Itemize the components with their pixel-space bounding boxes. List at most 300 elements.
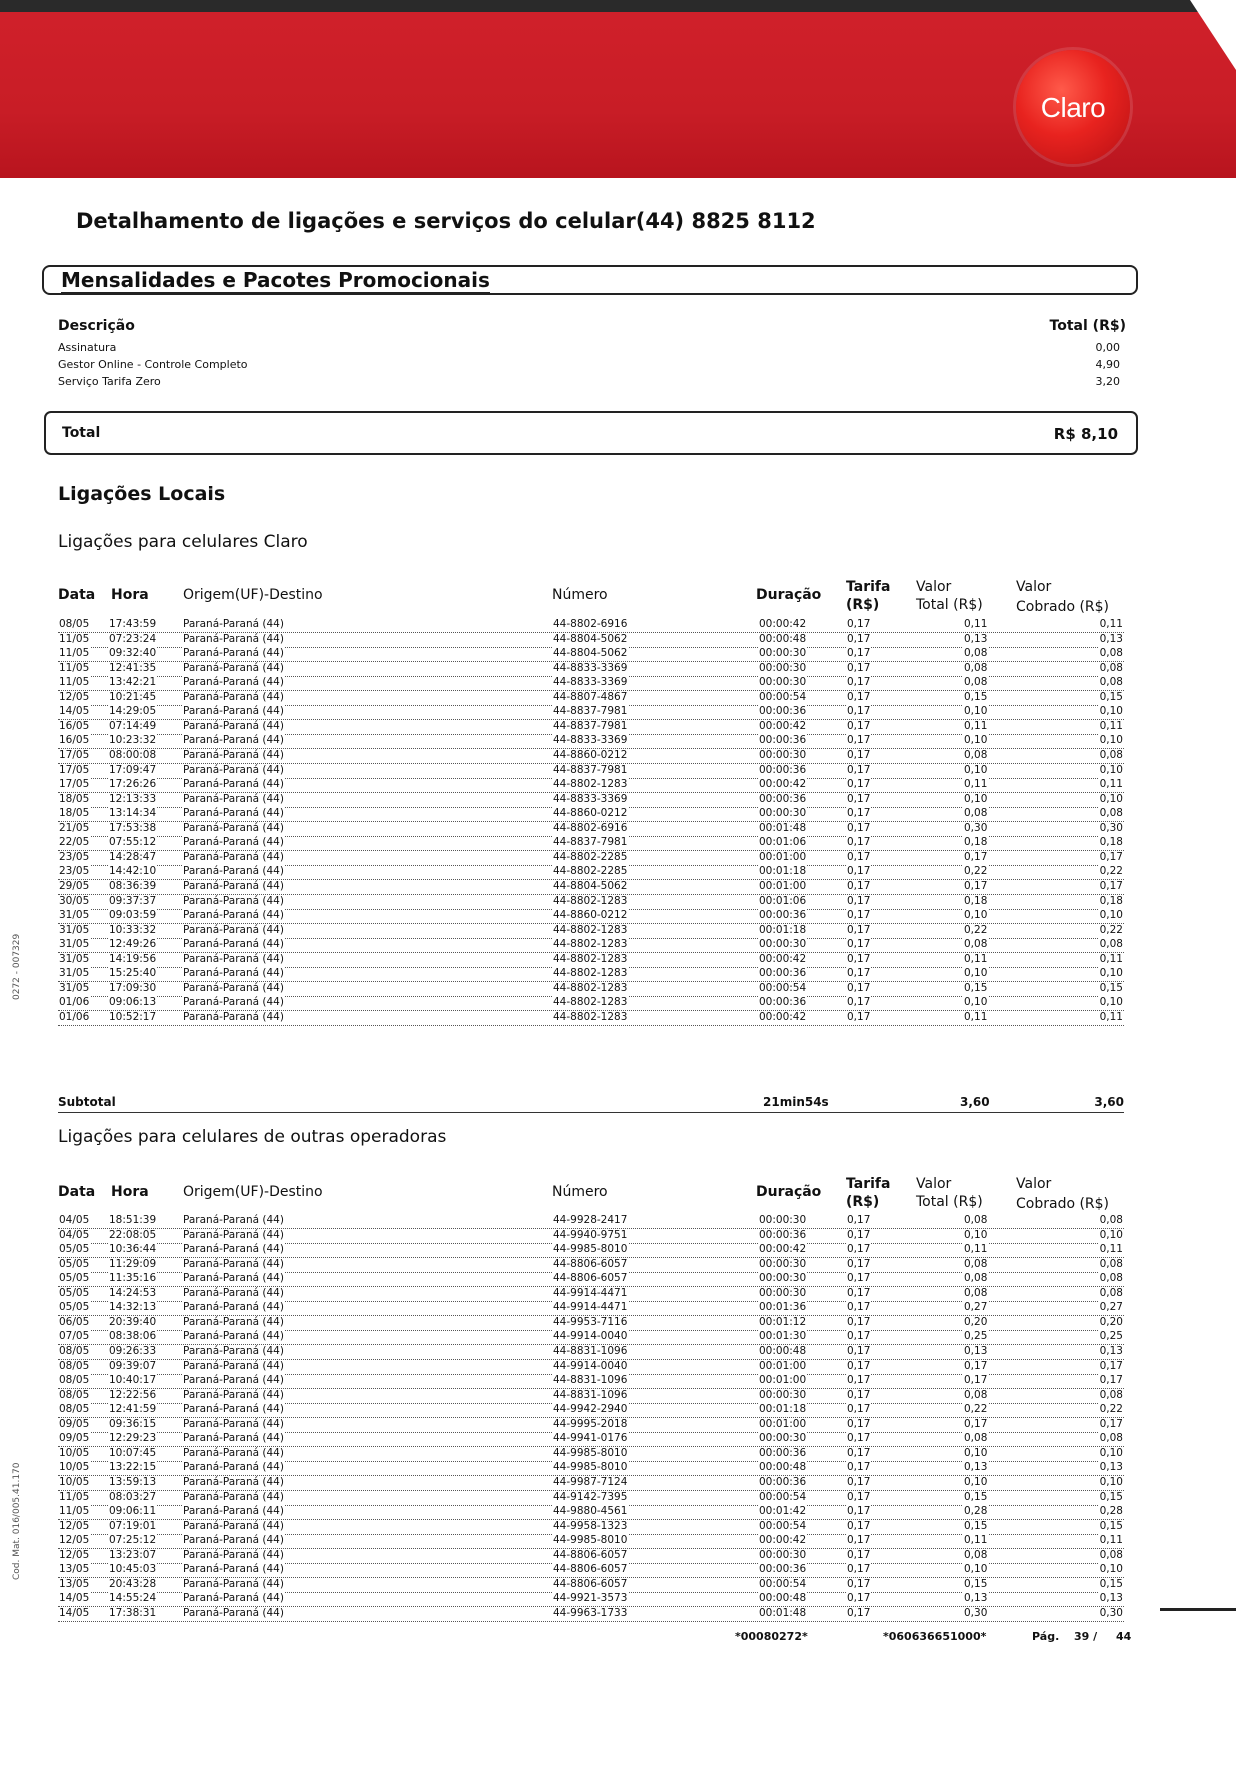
- cell-origem: Paraná-Paraná (44): [183, 749, 284, 761]
- cell-duracao: 00:00:30: [759, 807, 807, 820]
- table-row: [58, 1258, 1124, 1273]
- cell-numero: 44-8802-1283: [553, 778, 628, 790]
- cell-data: 16/05: [59, 719, 90, 732]
- cell-origem: Paraná-Paraná (44): [183, 923, 284, 936]
- header-origem: Origem(UF)-Destino: [183, 1184, 323, 1200]
- cell-data: 18/05: [59, 792, 90, 805]
- cell-hora: 14:24:53: [109, 1286, 157, 1299]
- cell-numero: 44-8802-1283: [553, 1010, 628, 1023]
- cell-origem: Paraná-Paraná (44): [183, 938, 284, 951]
- cell-numero: 44-9942-2940: [553, 1403, 628, 1416]
- side-code-top: 0272 - 007329: [12, 933, 22, 1000]
- cell-duracao: 00:01:06: [759, 894, 807, 907]
- cell-numero: 44-9985-8010: [553, 1243, 628, 1256]
- cell-hora: 08:36:39: [109, 879, 157, 892]
- cell-hora: 14:28:47: [109, 850, 157, 863]
- cell-origem: Paraná-Paraná (44): [183, 1359, 284, 1372]
- table-row: [58, 924, 1124, 939]
- cell-valor-cobrado: 0,08: [1099, 1272, 1123, 1285]
- table-row: [58, 1374, 1124, 1389]
- cell-duracao: 00:00:48: [759, 632, 807, 645]
- cell-origem: Paraná-Paraná (44): [183, 676, 284, 689]
- cell-numero: 44-8802-1283: [553, 952, 628, 965]
- cell-data: 05/05: [59, 1243, 90, 1256]
- cell-valor-cobrado: 0,17: [1099, 850, 1123, 863]
- cell-duracao: 00:01:48: [759, 1606, 807, 1619]
- cell-valor-cobrado: 0,17: [1099, 1417, 1123, 1430]
- cell-origem: Paraná-Paraná (44): [183, 952, 284, 965]
- cell-valor-total: 0,17: [964, 850, 988, 863]
- cell-data: 31/05: [59, 967, 90, 980]
- cell-duracao: 00:00:54: [759, 1490, 807, 1503]
- cell-numero: 44-8833-3369: [553, 661, 628, 674]
- cell-data: 10/05: [59, 1475, 90, 1488]
- table-row: [58, 720, 1124, 735]
- cell-valor-total: 0,13: [964, 1461, 988, 1474]
- cell-numero: 44-8802-1283: [553, 894, 628, 907]
- header-valor-total: Valor: [916, 579, 952, 595]
- table-row: [58, 1345, 1124, 1360]
- cell-numero: 44-9914-4471: [553, 1286, 628, 1299]
- cell-hora: 10:21:45: [109, 690, 157, 703]
- cell-data: 01/06: [59, 1010, 90, 1023]
- cell-data: 23/05: [59, 865, 90, 878]
- cell-valor-cobrado: 0,08: [1099, 676, 1123, 689]
- header-valor-total: Valor: [916, 1176, 952, 1192]
- cell-valor-cobrado: 0,28: [1099, 1505, 1123, 1517]
- cell-duracao: 00:00:42: [759, 618, 807, 630]
- cell-valor-cobrado: 0,08: [1099, 1257, 1123, 1270]
- cell-numero: 44-9985-8010: [553, 1446, 628, 1459]
- table-row: [58, 1229, 1124, 1244]
- cell-numero: 44-8804-5062: [553, 632, 628, 645]
- cell-origem: Paraná-Paraná (44): [183, 705, 284, 718]
- table-row: [58, 1418, 1124, 1433]
- cell-numero: 44-8837-7981: [553, 719, 628, 732]
- cell-tarifa: 0,17: [847, 632, 871, 645]
- cell-hora: 07:19:01: [109, 1519, 157, 1532]
- cell-hora: 10:40:17: [109, 1374, 157, 1386]
- cell-duracao: 00:00:30: [759, 661, 807, 674]
- cell-origem: Paraná-Paraná (44): [183, 1446, 284, 1459]
- cell-data: 31/05: [59, 923, 90, 936]
- cell-valor-cobrado: 0,10: [1099, 1563, 1123, 1576]
- cell-hora: 10:45:03: [109, 1563, 157, 1576]
- cell-valor-total: 0,13: [964, 1592, 988, 1605]
- table-row: [58, 749, 1124, 764]
- cell-duracao: 00:00:30: [759, 1286, 807, 1299]
- cell-origem: Paraná-Paraná (44): [183, 1301, 284, 1314]
- mensalidades-total-box: [44, 411, 1138, 455]
- cell-tarifa: 0,17: [847, 1446, 871, 1459]
- table-row: [58, 778, 1124, 793]
- header-numero: Número: [552, 587, 608, 603]
- cell-duracao: 00:00:36: [759, 1446, 807, 1459]
- cell-data: 07/05: [59, 1330, 90, 1343]
- cell-numero: 44-8860-0212: [553, 749, 628, 761]
- cell-origem: Paraná-Paraná (44): [183, 821, 284, 834]
- cell-tarifa: 0,17: [847, 792, 871, 805]
- cell-tarifa: 0,17: [847, 1214, 871, 1226]
- cell-data: 31/05: [59, 938, 90, 951]
- margin-mark: [1160, 1608, 1236, 1611]
- cell-tarifa: 0,17: [847, 865, 871, 878]
- cell-tarifa: 0,17: [847, 1490, 871, 1503]
- cell-numero: 44-8831-1096: [553, 1345, 628, 1357]
- cell-data: 14/05: [59, 1606, 90, 1619]
- table-row: [58, 1389, 1124, 1404]
- cell-tarifa: 0,17: [847, 778, 871, 790]
- cell-hora: 09:39:07: [109, 1359, 157, 1372]
- cell-valor-total: 0,15: [964, 981, 988, 994]
- cell-numero: 44-9914-0040: [553, 1330, 628, 1343]
- cell-data: 17/05: [59, 778, 90, 790]
- cell-tarifa: 0,17: [847, 879, 871, 892]
- mensalidade-value: 0,00: [1095, 341, 1120, 354]
- cell-valor-total: 0,08: [964, 749, 988, 761]
- cell-tarifa: 0,17: [847, 1505, 871, 1517]
- cell-hora: 14:19:56: [109, 952, 157, 965]
- cell-origem: Paraná-Paraná (44): [183, 618, 284, 630]
- cell-hora: 18:51:39: [109, 1214, 157, 1226]
- table-row: [58, 764, 1124, 779]
- cell-duracao: 00:00:36: [759, 1228, 807, 1241]
- table-row: [58, 880, 1124, 895]
- cell-origem: Paraná-Paraná (44): [183, 1243, 284, 1256]
- footer-code2: *060636651000*: [883, 1630, 987, 1643]
- cell-numero: 44-8806-6057: [553, 1563, 628, 1576]
- cell-tarifa: 0,17: [847, 894, 871, 907]
- table-row: [58, 1491, 1124, 1506]
- cell-numero: 44-8802-1283: [553, 967, 628, 980]
- cell-valor-cobrado: 0,08: [1099, 1388, 1123, 1401]
- cell-duracao: 00:00:36: [759, 763, 807, 776]
- table-row: [58, 647, 1124, 662]
- table-row: [58, 822, 1124, 837]
- footer-pages: 44: [1116, 1630, 1132, 1643]
- cell-data: 12/05: [59, 1548, 90, 1561]
- cell-valor-total: 0,10: [964, 996, 988, 1009]
- cell-valor-cobrado: 0,18: [1099, 894, 1123, 907]
- table-row: [58, 1330, 1124, 1345]
- cell-hora: 12:29:23: [109, 1432, 157, 1445]
- table-row: [58, 982, 1124, 997]
- mensalidade-desc: Serviço Tarifa Zero: [58, 375, 161, 388]
- cell-valor-cobrado: 0,25: [1099, 1330, 1123, 1343]
- cell-valor-cobrado: 0,30: [1099, 1606, 1123, 1619]
- header-tarifa-unit: (R$): [846, 597, 880, 613]
- cell-duracao: 00:00:30: [759, 1548, 807, 1561]
- cell-valor-cobrado: 0,10: [1099, 705, 1123, 718]
- cell-hora: 15:25:40: [109, 967, 157, 980]
- cell-data: 09/05: [59, 1432, 90, 1445]
- cell-numero: 44-9958-1323: [553, 1519, 628, 1532]
- table-row: [58, 865, 1124, 880]
- header-hora: Hora: [111, 587, 149, 603]
- cell-duracao: 00:00:36: [759, 1475, 807, 1488]
- cell-valor-cobrado: 0,22: [1099, 1403, 1123, 1416]
- cell-duracao: 00:01:48: [759, 821, 807, 834]
- cell-numero: 44-8860-0212: [553, 909, 628, 921]
- header-numero: Número: [552, 1184, 608, 1200]
- cell-tarifa: 0,17: [847, 1345, 871, 1357]
- cell-valor-cobrado: 0,17: [1099, 1374, 1123, 1386]
- cell-data: 18/05: [59, 807, 90, 820]
- cell-valor-cobrado: 0,10: [1099, 792, 1123, 805]
- table-row: [58, 938, 1124, 953]
- cell-tarifa: 0,17: [847, 1577, 871, 1590]
- cell-valor-total: 0,15: [964, 1577, 988, 1590]
- cell-origem: Paraná-Paraná (44): [183, 647, 284, 660]
- mensalidade-value: 4,90: [1095, 358, 1120, 371]
- header-tarifa: Tarifa: [846, 579, 891, 595]
- cell-tarifa: 0,17: [847, 1010, 871, 1023]
- cell-numero: 44-9914-4471: [553, 1301, 628, 1314]
- cell-hora: 08:03:27: [109, 1490, 157, 1503]
- cell-hora: 11:29:09: [109, 1257, 157, 1270]
- cell-hora: 12:41:35: [109, 661, 157, 674]
- cell-tarifa: 0,17: [847, 836, 871, 849]
- cell-valor-cobrado: 0,08: [1099, 938, 1123, 951]
- cell-duracao: 00:01:00: [759, 1374, 807, 1386]
- table-row: [58, 618, 1124, 633]
- cell-tarifa: 0,17: [847, 909, 871, 921]
- mensalidade-desc: Assinatura: [58, 341, 117, 354]
- cell-origem: Paraná-Paraná (44): [183, 1345, 284, 1357]
- cell-hora: 10:07:45: [109, 1446, 157, 1459]
- header-valor-cobrado: Valor: [1016, 579, 1052, 595]
- table-row: [58, 662, 1124, 677]
- cell-numero: 44-8802-6916: [553, 618, 628, 630]
- cell-tarifa: 0,17: [847, 1534, 871, 1547]
- cell-tarifa: 0,17: [847, 705, 871, 718]
- table-row: [58, 953, 1124, 968]
- header-valor-total-unit: Total (R$): [916, 1194, 983, 1210]
- table-row: [58, 1316, 1124, 1331]
- cell-hora: 13:59:13: [109, 1475, 157, 1488]
- cell-valor-total: 0,10: [964, 1228, 988, 1241]
- cell-tarifa: 0,17: [847, 1359, 871, 1372]
- cell-hora: 07:14:49: [109, 719, 157, 732]
- cell-numero: 44-9941-0176: [553, 1432, 628, 1445]
- cell-duracao: 00:00:54: [759, 981, 807, 994]
- cell-valor-total: 0,27: [964, 1301, 988, 1314]
- table-row: [58, 1549, 1124, 1564]
- cell-hora: 14:32:13: [109, 1301, 157, 1314]
- cell-numero: 44-8802-6916: [553, 821, 628, 834]
- cell-duracao: 00:00:36: [759, 909, 807, 921]
- cell-origem: Paraná-Paraná (44): [183, 719, 284, 732]
- cell-tarifa: 0,17: [847, 1519, 871, 1532]
- cell-valor-total: 0,10: [964, 705, 988, 718]
- cell-origem: Paraná-Paraná (44): [183, 1432, 284, 1445]
- cell-valor-total: 0,17: [964, 879, 988, 892]
- cell-duracao: 00:00:30: [759, 1432, 807, 1445]
- header-tarifa: Tarifa: [846, 1176, 891, 1192]
- table-row: [58, 734, 1124, 749]
- cell-origem: Paraná-Paraná (44): [183, 879, 284, 892]
- cell-duracao: 00:00:30: [759, 1388, 807, 1401]
- cell-valor-cobrado: 0,22: [1099, 865, 1123, 878]
- header-data: Data: [58, 587, 96, 603]
- cell-data: 23/05: [59, 850, 90, 863]
- cell-valor-total: 0,17: [964, 1374, 988, 1386]
- table-row: [58, 1520, 1124, 1535]
- cell-numero: 44-8806-6057: [553, 1272, 628, 1285]
- cell-valor-cobrado: 0,13: [1099, 632, 1123, 645]
- cell-numero: 44-9940-9751: [553, 1228, 628, 1241]
- cell-valor-total: 0,13: [964, 632, 988, 645]
- cell-valor-cobrado: 0,13: [1099, 1461, 1123, 1474]
- table-row: [58, 1403, 1124, 1418]
- table-row: [58, 705, 1124, 720]
- cell-origem: Paraná-Paraná (44): [183, 1490, 284, 1503]
- cell-numero: 44-9921-3573: [553, 1592, 628, 1605]
- cell-valor-total: 0,08: [964, 676, 988, 689]
- mensalidade-row: [58, 375, 1120, 388]
- table-row: [58, 1447, 1124, 1462]
- cell-duracao: 00:00:36: [759, 967, 807, 980]
- cell-numero: 44-9953-7116: [553, 1315, 628, 1328]
- header-data: Data: [58, 1184, 96, 1200]
- cell-numero: 44-8831-1096: [553, 1374, 628, 1386]
- table-row: [58, 1534, 1124, 1549]
- cell-tarifa: 0,17: [847, 923, 871, 936]
- table-row: [58, 633, 1124, 648]
- subtotal-valor-total: 3,60: [960, 1095, 990, 1109]
- cell-valor-total: 0,10: [964, 967, 988, 980]
- cell-duracao: 00:00:30: [759, 1214, 807, 1226]
- cell-duracao: 00:00:30: [759, 1272, 807, 1285]
- cell-duracao: 00:00:36: [759, 705, 807, 718]
- cell-tarifa: 0,17: [847, 1330, 871, 1343]
- cell-valor-cobrado: 0,22: [1099, 923, 1123, 936]
- cell-duracao: 00:00:42: [759, 719, 807, 732]
- cell-origem: Paraná-Paraná (44): [183, 981, 284, 994]
- cell-tarifa: 0,17: [847, 1257, 871, 1270]
- cell-valor-total: 0,11: [964, 618, 988, 630]
- cell-data: 05/05: [59, 1257, 90, 1270]
- cell-duracao: 00:00:36: [759, 996, 807, 1009]
- cell-valor-total: 0,10: [964, 1475, 988, 1488]
- cell-origem: Paraná-Paraná (44): [183, 690, 284, 703]
- cell-tarifa: 0,17: [847, 938, 871, 951]
- cell-origem: Paraná-Paraná (44): [183, 1228, 284, 1241]
- cell-hora: 12:49:26: [109, 938, 157, 951]
- cell-duracao: 00:00:48: [759, 1345, 807, 1357]
- cell-tarifa: 0,17: [847, 1475, 871, 1488]
- cell-origem: Paraná-Paraná (44): [183, 807, 284, 820]
- cell-hora: 22:08:05: [109, 1228, 157, 1241]
- cell-data: 22/05: [59, 836, 90, 849]
- cell-data: 14/05: [59, 705, 90, 718]
- cell-numero: 44-8802-1283: [553, 938, 628, 951]
- cell-hora: 07:55:12: [109, 836, 157, 849]
- cell-valor-cobrado: 0,15: [1099, 1490, 1123, 1503]
- cell-data: 06/05: [59, 1315, 90, 1328]
- cell-numero: 44-8802-1283: [553, 996, 628, 1009]
- cell-hora: 20:39:40: [109, 1315, 157, 1328]
- cell-origem: Paraná-Paraná (44): [183, 632, 284, 645]
- table-row: [58, 895, 1124, 910]
- cell-numero: 44-8860-0212: [553, 807, 628, 820]
- cell-valor-total: 0,10: [964, 734, 988, 747]
- cell-hora: 10:36:44: [109, 1243, 157, 1256]
- cell-data: 08/05: [59, 618, 90, 630]
- cell-duracao: 00:00:42: [759, 952, 807, 965]
- cell-numero: 44-8804-5062: [553, 879, 628, 892]
- cell-tarifa: 0,17: [847, 967, 871, 980]
- cell-numero: 44-8833-3369: [553, 792, 628, 805]
- cell-valor-cobrado: 0,10: [1099, 1228, 1123, 1241]
- cell-duracao: 00:01:30: [759, 1330, 807, 1343]
- cell-tarifa: 0,17: [847, 1461, 871, 1474]
- cell-duracao: 00:00:42: [759, 1534, 807, 1547]
- cell-origem: Paraná-Paraná (44): [183, 1563, 284, 1576]
- cell-numero: 44-9985-8010: [553, 1534, 628, 1547]
- cell-valor-total: 0,08: [964, 1272, 988, 1285]
- cell-valor-total: 0,18: [964, 894, 988, 907]
- cell-numero: 44-8833-3369: [553, 734, 628, 747]
- claro-subtitle: Ligações para celulares Claro: [58, 532, 308, 552]
- cell-data: 31/05: [59, 909, 90, 921]
- cell-valor-total: 0,30: [964, 821, 988, 834]
- header-valor-total-unit: Total (R$): [916, 597, 983, 613]
- cell-valor-cobrado: 0,08: [1099, 807, 1123, 820]
- cell-origem: Paraná-Paraná (44): [183, 1010, 284, 1023]
- cell-tarifa: 0,17: [847, 1403, 871, 1416]
- cell-duracao: 00:00:48: [759, 1592, 807, 1605]
- cell-data: 10/05: [59, 1461, 90, 1474]
- cell-valor-cobrado: 0,08: [1099, 661, 1123, 674]
- cell-tarifa: 0,17: [847, 850, 871, 863]
- cell-valor-total: 0,15: [964, 690, 988, 703]
- cell-tarifa: 0,17: [847, 763, 871, 776]
- cell-origem: Paraná-Paraná (44): [183, 1272, 284, 1285]
- total-value: R$ 8,10: [1053, 425, 1118, 443]
- cell-data: 08/05: [59, 1345, 90, 1357]
- table-row: [58, 836, 1124, 851]
- cell-duracao: 00:00:30: [759, 676, 807, 689]
- table-row: [58, 1476, 1124, 1491]
- cell-valor-cobrado: 0,15: [1099, 690, 1123, 703]
- cell-data: 04/05: [59, 1228, 90, 1241]
- cell-hora: 10:52:17: [109, 1010, 157, 1023]
- section-title: Ligações Locais: [58, 483, 226, 505]
- cell-valor-total: 0,17: [964, 1359, 988, 1372]
- cell-tarifa: 0,17: [847, 952, 871, 965]
- cell-hora: 12:22:56: [109, 1388, 157, 1401]
- cell-hora: 14:55:24: [109, 1592, 157, 1605]
- table-row: [58, 1360, 1124, 1375]
- cell-tarifa: 0,17: [847, 618, 871, 630]
- cell-data: 05/05: [59, 1301, 90, 1314]
- cell-data: 12/05: [59, 1519, 90, 1532]
- cell-valor-cobrado: 0,10: [1099, 763, 1123, 776]
- cell-origem: Paraná-Paraná (44): [183, 1534, 284, 1547]
- cell-data: 10/05: [59, 1446, 90, 1459]
- cell-duracao: 00:00:30: [759, 1257, 807, 1270]
- cell-data: 11/05: [59, 1505, 90, 1517]
- cell-numero: 44-8806-6057: [553, 1257, 628, 1270]
- cell-valor-cobrado: 0,13: [1099, 1592, 1123, 1605]
- cell-data: 17/05: [59, 763, 90, 776]
- cell-duracao: 00:01:42: [759, 1505, 807, 1517]
- cell-duracao: 00:00:48: [759, 1461, 807, 1474]
- footer-page-label: Pág.: [1032, 1630, 1060, 1643]
- table-row: [58, 807, 1124, 822]
- cell-data: 04/05: [59, 1214, 90, 1226]
